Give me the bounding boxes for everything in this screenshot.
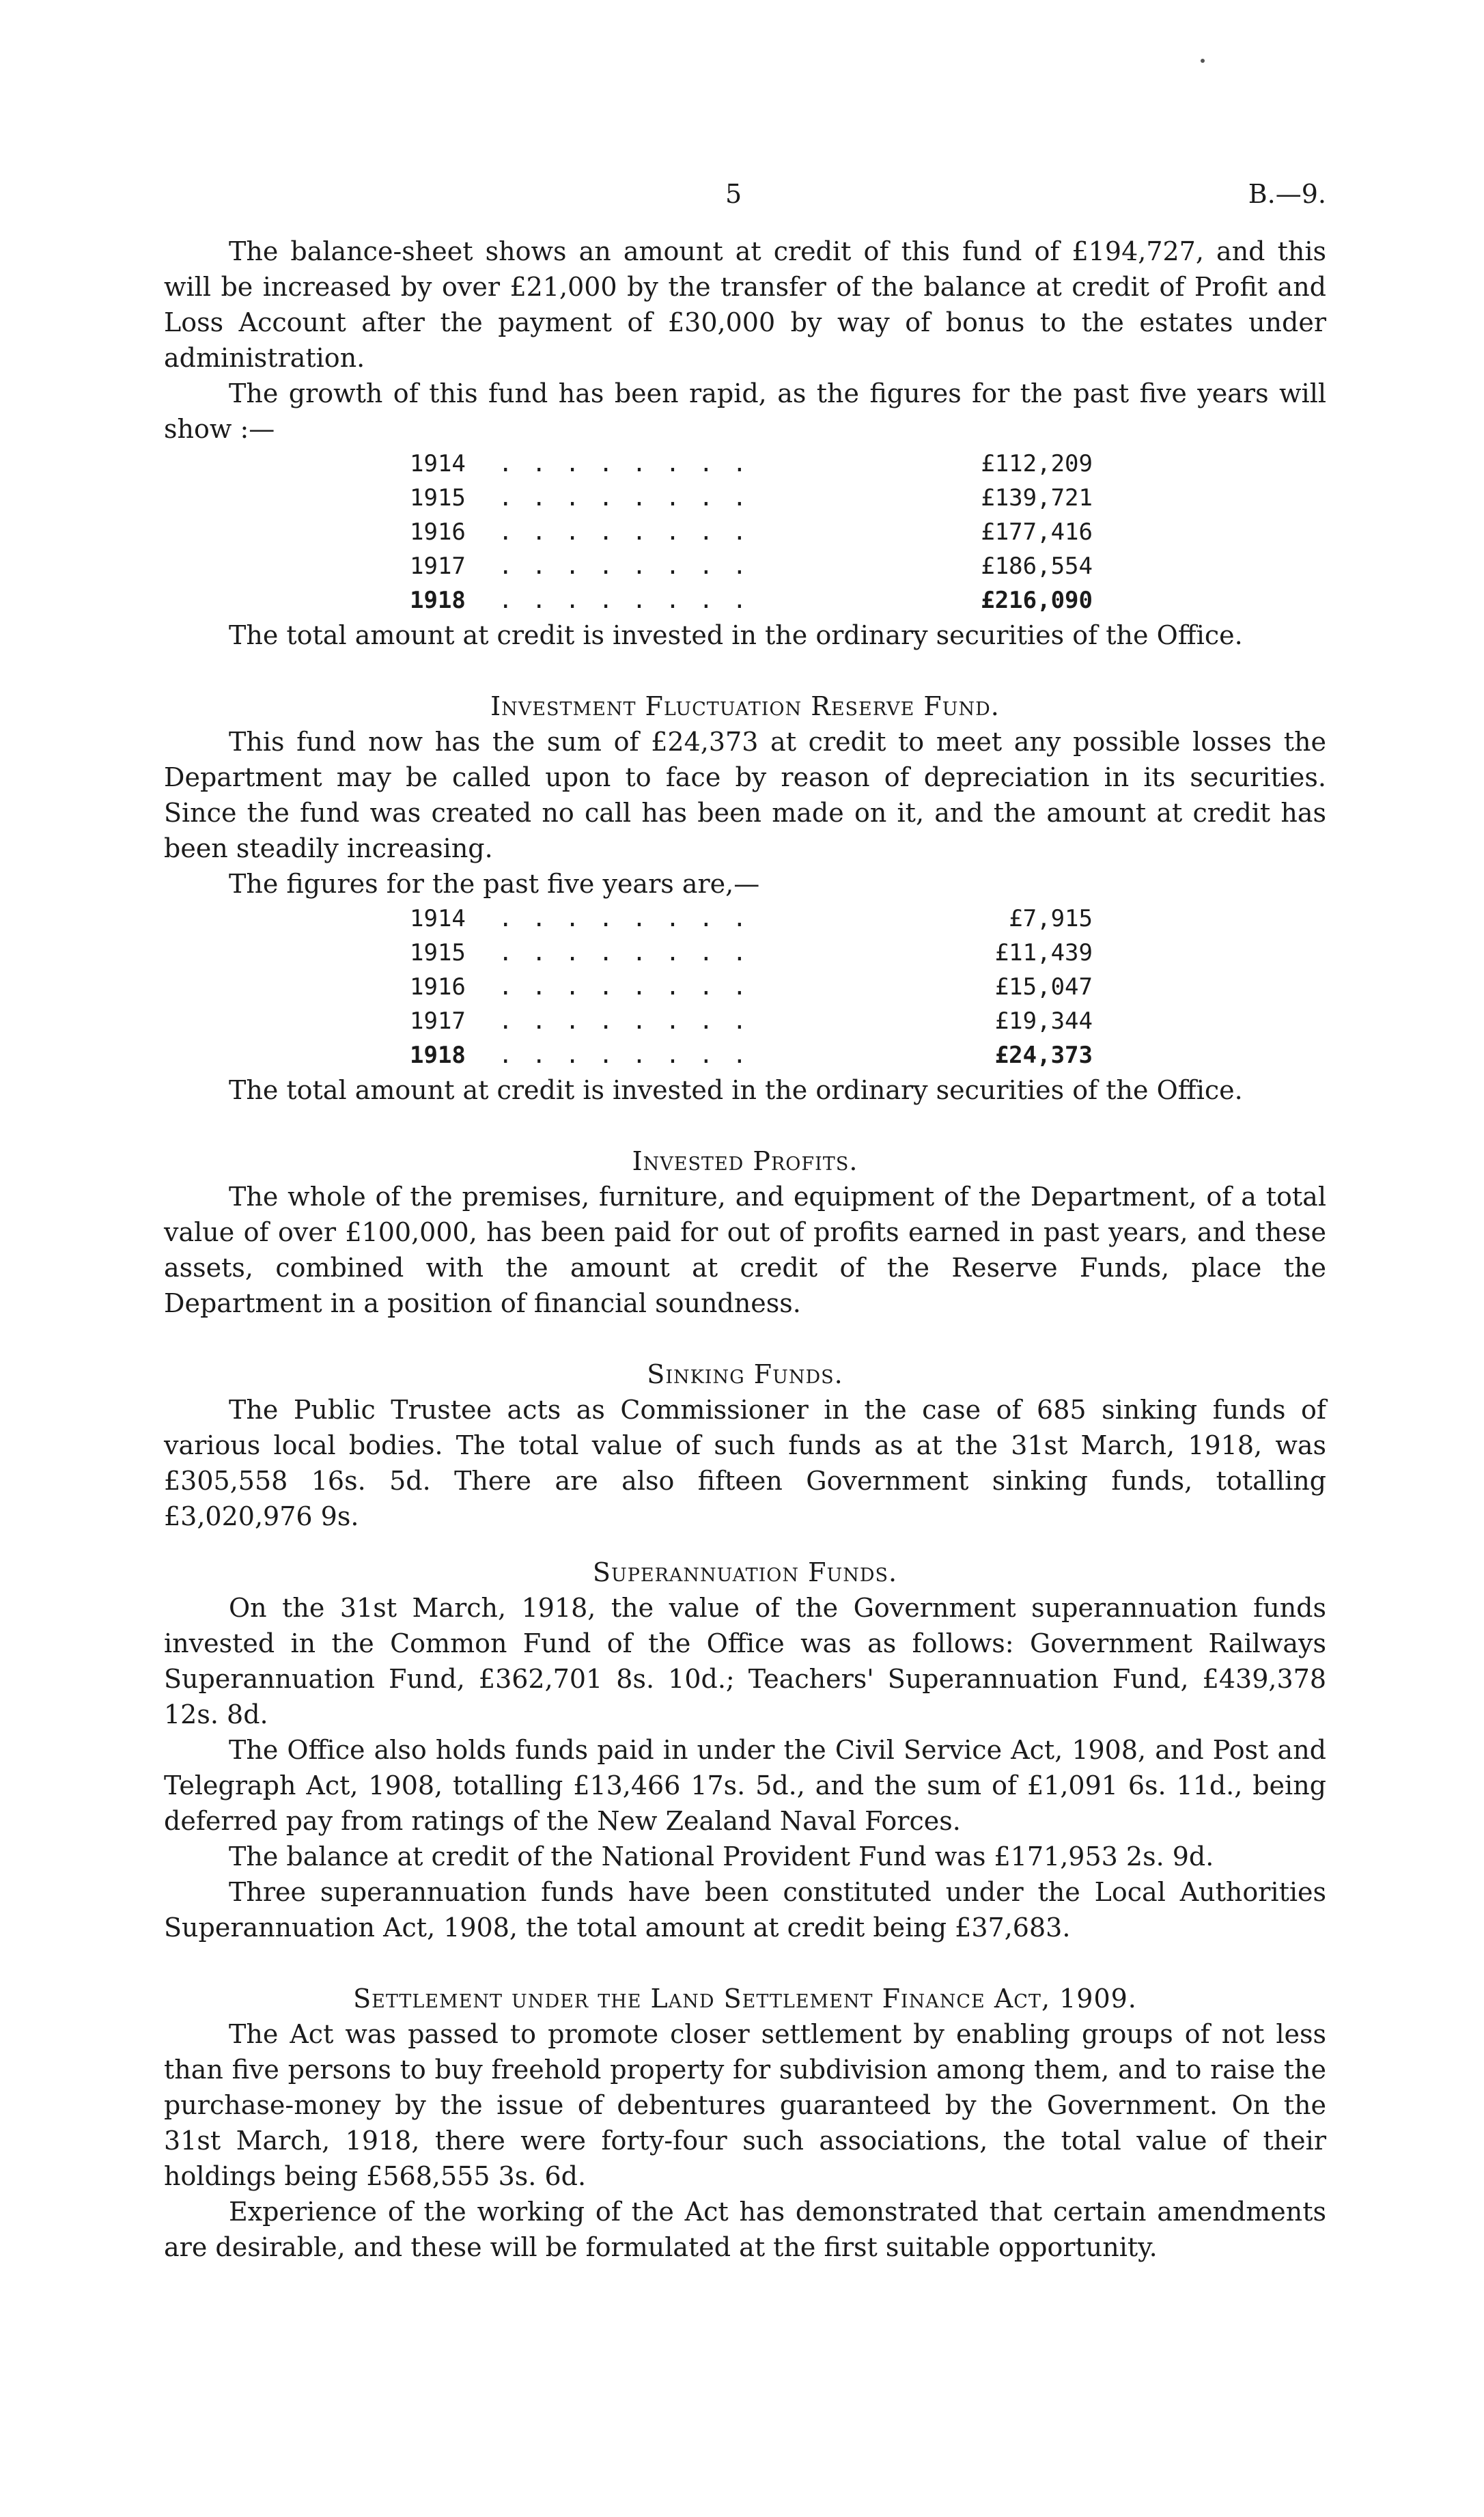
amount-cell: £177,416	[981, 518, 1093, 546]
paragraph: The total amount at credit is invested in the ordinary securities of the Office.	[229, 1075, 1243, 1105]
amount-cell: £186,554	[981, 553, 1093, 580]
ink-speck	[1201, 59, 1205, 63]
document-reference: B.—9.	[1248, 179, 1326, 209]
paragraph: The balance at credit of the National Provident Fund was £171,953 2s. 9d.	[229, 1841, 1214, 1872]
amount-cell: £7,915	[1009, 905, 1093, 932]
leader-dots: . . . . . . . .	[499, 973, 750, 1001]
table-row	[410, 481, 1093, 515]
table-row	[410, 936, 1093, 970]
year-cell: 1915	[410, 939, 466, 967]
amount-cell: £19,344	[994, 1007, 1093, 1035]
paragraph: The Public Trustee acts as Commissioner in the case of 685 sinking funds of various local bodies. The total value of such funds as at the 31st March, 1918, was £305,558 16s. 5d. There are also fifteen Government sinking funds, totalling £3,020,976 9s.	[164, 1395, 1326, 1531]
page-header	[164, 179, 1326, 214]
table-row	[410, 583, 1093, 617]
amount-cell: £24,373	[994, 1042, 1093, 1069]
amount-cell: £139,721	[981, 484, 1093, 512]
paragraph: The growth of this fund has been rapid, as the figures for the past five years will show :—	[164, 378, 1326, 444]
section-heading: Invested Profits.	[632, 1146, 858, 1176]
paragraph: The Act was passed to promote closer settlement by enabling groups of not less than five persons to buy freehold property for subdivision among them, and to raise the purchase-money by the issue of debentures guaranteed by the Government. On the 31st March, 1918, there were forty-four such associations, the total value of their holdings being £568,555 3s. 6d.	[164, 2019, 1326, 2191]
section-heading: Investment Fluctuation Reserve Fund.	[490, 691, 1000, 721]
section-heading: Settlement under the Land Settlement Finance Act, 1909.	[353, 1984, 1137, 2014]
table-row	[410, 902, 1093, 936]
year-cell: 1914	[410, 905, 466, 932]
leader-dots: . . . . . . . .	[499, 905, 750, 932]
paragraph: On the 31st March, 1918, the value of the Government superannuation funds invested in the Common Fund of the Office was as follows: Government Railways Superannuation Fund, £362,701 8s. 10d.; Teachers' Superannuation Fund, £439,378 12s. 8d.	[164, 1593, 1326, 1729]
leader-dots: . . . . . . . .	[499, 1007, 750, 1035]
paragraph: The whole of the premises, furniture, and equipment of the Department, of a total value of over £100,000, has been paid for out of profits earned in past years, and these assets, combined with the amount at credit of the Reserve Funds, place the Department in a position of financial soundness.	[164, 1182, 1326, 1318]
paragraph: The Office also holds funds paid in under the Civil Service Act, 1908, and Post and Telegraph Act, 1908, totalling £13,466 17s. 5d., and the sum of £1,091 6s. 11d., being deferred pay from ratings of the New Zealand Naval Forces.	[164, 1735, 1326, 1836]
page-content	[164, 234, 1326, 2265]
leader-dots: . . . . . . . .	[499, 939, 750, 967]
leader-dots: . . . . . . . .	[499, 553, 750, 580]
leader-dots: . . . . . . . .	[499, 518, 750, 546]
year-cell: 1916	[410, 973, 466, 1001]
table-row	[410, 549, 1093, 583]
year-cell: 1917	[410, 1007, 466, 1035]
paragraph: The figures for the past five years are,—	[229, 869, 760, 899]
amount-cell: £216,090	[981, 587, 1093, 614]
leader-dots: . . . . . . . .	[499, 484, 750, 512]
paragraph: The total amount at credit is invested in the ordinary securities of the Office.	[229, 620, 1243, 650]
table-row	[410, 970, 1093, 1004]
reserve-figures-table	[410, 902, 1093, 1072]
year-cell: 1918	[410, 587, 466, 614]
growth-figures-table	[410, 447, 1093, 617]
table-row	[410, 1004, 1093, 1038]
table-row	[410, 1038, 1093, 1072]
section-heading: Superannuation Funds.	[592, 1557, 898, 1587]
paragraph: The balance-sheet shows an amount at credit of this fund of £194,727, and this will be increased by over £21,000 by the transfer of the balance at credit of Profit and Loss Account after the payment of £30,000 by way of bonus to the estates under administration.	[164, 236, 1326, 373]
amount-cell: £11,439	[994, 939, 1093, 967]
table-row	[410, 447, 1093, 481]
paragraph: Experience of the working of the Act has demonstrated that certain amendments are desirable, and these will be formulated at the first suitable opportunity.	[164, 2197, 1326, 2262]
leader-dots: . . . . . . . .	[499, 587, 750, 614]
year-cell: 1917	[410, 553, 466, 580]
year-cell: 1918	[410, 1042, 466, 1069]
paragraph: Three superannuation funds have been constituted under the Local Authorities Superannuation Act, 1908, the total amount at credit being £37,683.	[164, 1877, 1326, 1943]
amount-cell: £112,209	[981, 450, 1093, 477]
paragraph: This fund now has the sum of £24,373 at credit to meet any possible losses the Department may be called upon to face by reason of depreciation in its securities. Since the fund was created no call has been made on it, and the amount at credit has been steadily increasing.	[164, 727, 1326, 863]
table-row	[410, 515, 1093, 549]
section-heading: Sinking Funds.	[647, 1359, 843, 1389]
leader-dots: . . . . . . . .	[499, 450, 750, 477]
page-number: 5	[725, 179, 742, 209]
year-cell: 1915	[410, 484, 466, 512]
leader-dots: . . . . . . . .	[499, 1042, 750, 1069]
year-cell: 1914	[410, 450, 466, 477]
amount-cell: £15,047	[994, 973, 1093, 1001]
year-cell: 1916	[410, 518, 466, 546]
